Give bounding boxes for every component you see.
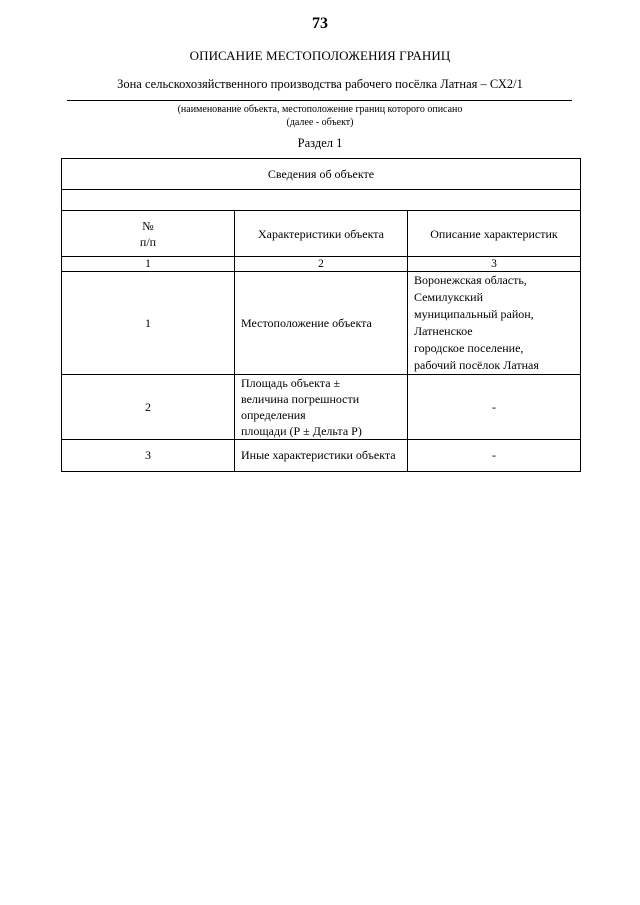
table-empty-row xyxy=(62,190,581,211)
row-description: - xyxy=(408,375,581,440)
column-number-1: 1 xyxy=(62,257,235,272)
row-characteristic: Местоположение объекта xyxy=(235,272,408,375)
description-line: Воронежская область, Семилукский xyxy=(414,273,527,304)
object-name: Зона сельскохозяйственного производства рабочего посёлка Латная – СХ2/1 xyxy=(117,77,523,91)
row-description: - xyxy=(408,440,581,472)
table-heading-row xyxy=(62,159,581,190)
table-row xyxy=(62,375,581,440)
caption-line-2: (далее - объект) xyxy=(286,117,354,128)
description-line: муниципальный район, Латненское xyxy=(414,307,534,338)
table-heading: Сведения об объекте xyxy=(62,159,581,190)
table-row xyxy=(62,272,581,375)
caption-line-1: (наименование объекта, местоположение границ которого описано xyxy=(177,104,463,115)
row-number: 2 xyxy=(62,375,235,440)
page-number: 73 xyxy=(312,15,328,32)
column-number-3: 3 xyxy=(408,257,581,272)
characteristic-line: величина погрешности определения xyxy=(241,392,360,422)
characteristic-line: Площадь объекта ± xyxy=(241,376,341,390)
section-title: Раздел 1 xyxy=(297,136,343,150)
row-characteristic: Иные характеристики объекта xyxy=(235,440,408,472)
header-characteristics: Характеристики объекта xyxy=(235,211,408,257)
characteristic-line: площади (Р ± Дельта Р) xyxy=(241,424,362,438)
column-number-row xyxy=(62,257,581,272)
column-number-2: 2 xyxy=(235,257,408,272)
table-row xyxy=(62,440,581,472)
object-info-table xyxy=(61,158,581,472)
description-line: городское поселение, xyxy=(414,341,524,355)
table-header-row xyxy=(62,211,581,257)
empty-cell xyxy=(62,190,581,211)
object-caption xyxy=(0,103,640,129)
row-number: 3 xyxy=(62,440,235,472)
header-number-line-1: № xyxy=(142,218,154,233)
header-number-line-2: п/п xyxy=(139,234,157,249)
header-number xyxy=(62,211,235,257)
row-description xyxy=(408,272,581,375)
underline-rule xyxy=(67,100,572,101)
header-description: Описание характеристик xyxy=(408,211,581,257)
row-number: 1 xyxy=(62,272,235,375)
document-title: ОПИСАНИЕ МЕСТОПОЛОЖЕНИЯ ГРАНИЦ xyxy=(189,48,451,63)
description-line: рабочий посёлок Латная xyxy=(414,358,539,372)
row-characteristic xyxy=(235,375,408,440)
